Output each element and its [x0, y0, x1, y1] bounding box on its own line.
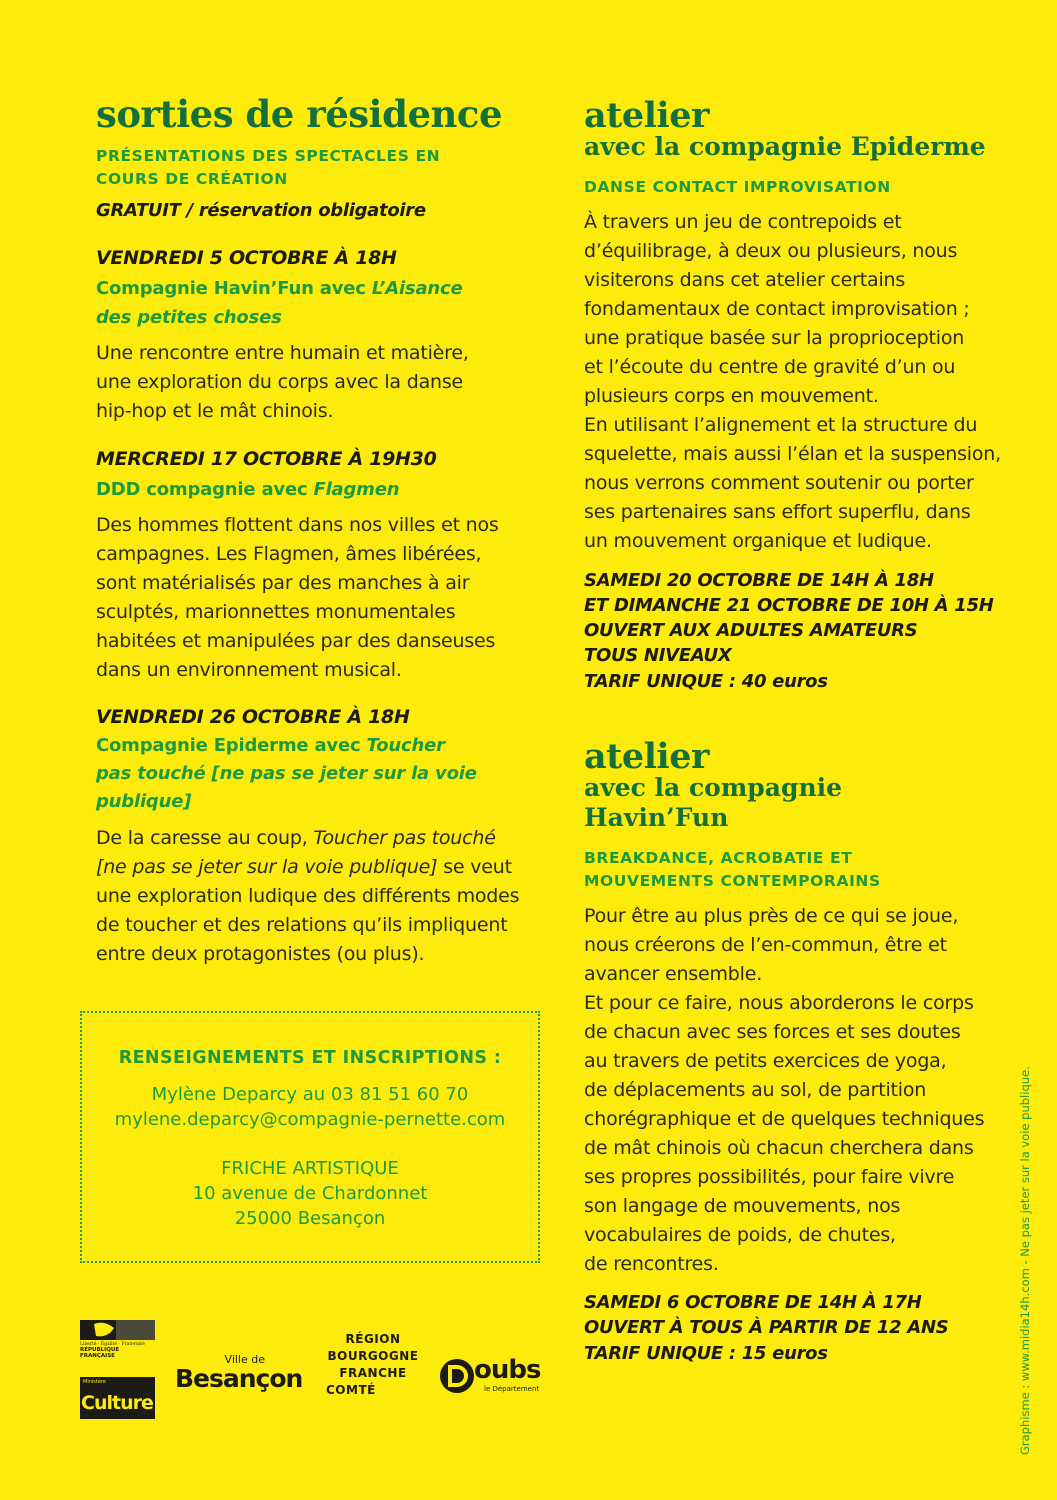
workshop-subtitle: avec la compagnie: [584, 773, 843, 802]
partner-logos: [80, 1315, 550, 1425]
doubs-logo: oubs le Département: [440, 1357, 550, 1402]
info-venue: FRICHE ARTISTIQUE: [221, 1158, 399, 1179]
event-date: MERCREDI 17 OCTOBRE À 19H30: [96, 448, 437, 470]
culture-block: Ministère Culture: [80, 1377, 155, 1419]
info-box: [80, 1011, 540, 1263]
workshop-title: atelier: [584, 95, 709, 136]
event-date: VENDREDI 26 OCTOBRE À 18H: [96, 706, 410, 728]
residence-subtitle-2: COURS DE CRÉATION: [96, 170, 288, 188]
info-contact: Mylène Deparcy au 03 81 51 60 70: [151, 1084, 469, 1105]
info-street: 10 avenue de Chardonnet: [192, 1183, 428, 1204]
region-bfc-logo: RÉGION BOURGOGNE FRANCHE COMTÉ: [326, 1332, 419, 1397]
residence-subtitle-1: PRÉSENTATIONS DES SPECTACLES EN: [96, 147, 441, 165]
workshop-title: atelier: [584, 736, 709, 777]
event-description: De la caresse au coup, Toucher pas touché [ne pas se jeter sur la voie publique] se veut une exploration ludique des différents modes de toucher et des relations qu’ils impliquent entre deux protagonistes (ou plus).: [96, 827, 520, 965]
workshop-schedule: SAMEDI 20 OCTOBRE DE 14H À 18H ET DIMANCHE 21 OCTOBRE DE 10H À 15H OUVERT AUX ADULTES AMATEURS TOUS NIVEAUX TARIF UNIQUE : 40 euros: [584, 568, 1014, 694]
event-description: Une rencontre entre humain et matière, une exploration du corps avec la danse hip-hop et le mât chinois.: [96, 342, 469, 422]
event-company-cont: des petites choses: [96, 307, 282, 328]
info-city: 25000 Besançon: [234, 1208, 386, 1229]
graphic-credit: Graphisme : www.midia14h.com - Ne pas jeter sur la voie publique.: [1018, 1066, 1032, 1455]
doubs-d-icon: [440, 1357, 474, 1395]
workshop-description: À travers un jeu de contrepoids et d’équilibrage, à deux ou plusieurs, nous visiterons dans cet atelier certains fondamentaux de contact improvisation ; une pratique basée sur la proprioception et l’écoute du centre de gravité d’un ou plusieurs corps en mouvement. En utilisant l’alignement et la structure du squelette, mais aussi l’élan et la suspension, nous verrons comment soutenir ou porter ses partenaires sans effort superflu, dans un mouvement organique et ludique.: [584, 211, 1001, 552]
event-company-cont: pas touché [ne pas se jeter sur la voie: [96, 763, 477, 784]
workshop-subtitle: avec la compagnie Epiderme: [584, 132, 986, 161]
event-description: Des hommes flottent dans nos villes et nos campagnes. Les Flagmen, âmes libérées, sont matérialisés par des manches à air sculptés, marionnettes monumentales habitées et manipulées par des danseuses dans un environnement musical.: [96, 514, 499, 681]
info-email[interactable]: mylene.deparcy@compagnie-pernette.com: [114, 1109, 506, 1130]
info-heading: RENSEIGNEMENTS ET INSCRIPTIONS :: [118, 1048, 502, 1068]
workshop-price: TARIF UNIQUE : 40 euros: [584, 671, 828, 692]
republique-culture-logo: Liberté · Égalité · Fraternité RÉPUBLIQUE FRANÇAISE Ministère Culture: [80, 1320, 155, 1415]
workshop-category: DANSE CONTACT IMPROVISATION: [584, 178, 891, 196]
workshop-category: BREAKDANCE, ACROBATIE ET: [584, 849, 853, 867]
workshop-price: TARIF UNIQUE : 15 euros: [584, 1343, 828, 1364]
workshop-subtitle-cont: Havin’Fun: [584, 803, 729, 832]
free-note: GRATUIT / réservation obligatoire: [96, 200, 426, 221]
workshop-category-cont: MOUVEMENTS CONTEMPORAINS: [584, 872, 881, 890]
event-company: Compagnie Havin’Fun avec L’Aisance: [96, 278, 463, 299]
workshop-description: Pour être au plus près de ce qui se joue, nous créerons de l’en-commun, être et avancer ensemble. Et pour ce faire, nous aborderons le corps de chacun avec ses forces et ses doutes au travers de petits exercices de yoga, de déplacements au sol, de partition chorégraphique et de quelques techniques de mât chinois où chacun cherchera dans ses propres possibilités, pour faire vivre son langage de mouvements, nos vocabulaires de poids, de chutes, de rencontres.: [584, 905, 985, 1275]
besancon-logo: Ville de Besançon: [175, 1353, 303, 1393]
event-date: VENDREDI 5 OCTOBRE À 18H: [96, 247, 397, 269]
event-company: DDD compagnie avec Flagmen: [96, 479, 400, 500]
section-title-residence: sorties de résidence: [96, 92, 502, 136]
workshop-schedule: SAMEDI 6 OCTOBRE DE 14H À 17H OUVERT À TOUS À PARTIR DE 12 ANS TARIF UNIQUE : 15 euros: [584, 1290, 1014, 1366]
event-company-cont: publique]: [96, 791, 192, 812]
event-company: Compagnie Epiderme avec Toucher: [96, 735, 445, 756]
